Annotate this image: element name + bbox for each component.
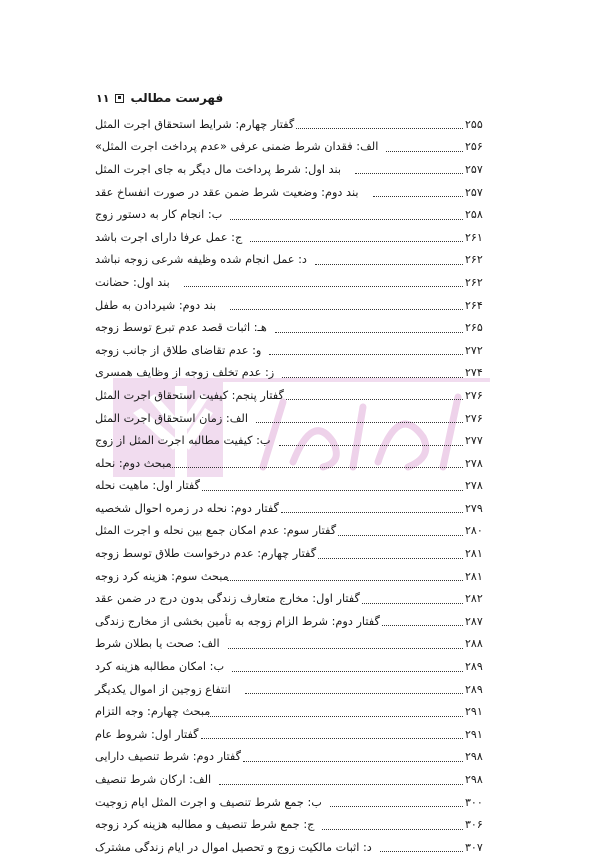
toc-entry[interactable]	[95, 587, 491, 610]
dot-leader	[281, 511, 463, 513]
dot-leader	[382, 624, 463, 626]
toc-entry-page: ۲۸۹	[465, 660, 483, 674]
toc-entry-page: ۳۰۷	[465, 840, 483, 854]
toc-entry-title: بند دوم: شیردادن به طفل	[95, 298, 217, 312]
toc-entry-title: الف: فقدان شرط ضمنی عرفی «عدم پرداخت اجرت المثل»	[95, 140, 379, 154]
dot-leader	[282, 376, 463, 378]
toc-entry-title: مبحث چهارم: وجه التزام	[95, 705, 211, 719]
toc-entry-page: ۲۹۸	[465, 773, 483, 787]
dot-leader	[318, 557, 463, 559]
toc-entry-page: ۲۷۷	[465, 434, 483, 448]
toc-entry-title: ب: کیفیت مطالبه اجرت المثل از زوج	[95, 434, 271, 448]
dot-leader	[232, 670, 463, 672]
toc-entry[interactable]	[95, 362, 491, 385]
toc-entry-title: گفتار اول: ماهیت نحله	[95, 479, 200, 493]
toc-entry-page: ۲۷۹	[465, 501, 483, 515]
toc-entry[interactable]	[95, 700, 491, 723]
toc-entry-page: ۲۹۱	[465, 705, 483, 719]
dot-leader	[256, 421, 463, 423]
toc-entry-page: ۲۸۹	[465, 682, 483, 696]
dot-leader	[355, 172, 463, 174]
toc-entry[interactable]	[95, 836, 491, 859]
toc-entry[interactable]	[95, 678, 491, 701]
toc-entry-page: ۲۸۱	[465, 547, 483, 561]
toc-entry[interactable]	[95, 768, 491, 791]
toc-entry-title: مبحث دوم: نحله	[95, 456, 172, 470]
toc-entry-title: گفتار دوم: شرط الزام زوجه به تأمین بخشی از مخارج زندگی	[95, 614, 380, 628]
toc-entry[interactable]	[95, 497, 491, 520]
toc-entry-page: ۲۸۲	[465, 592, 483, 606]
toc-entry[interactable]	[95, 384, 491, 407]
toc-entry-page: ۲۹۸	[465, 750, 483, 764]
dot-leader	[315, 263, 463, 265]
toc-entry-page: ۲۸۷	[465, 614, 483, 628]
toc-entry[interactable]	[95, 181, 491, 204]
toc-entry-title: الف: صحت یا بطلان شرط	[95, 637, 220, 651]
page-number: ۱۱	[96, 91, 110, 105]
toc-entry[interactable]	[95, 271, 491, 294]
toc-entry[interactable]	[95, 633, 491, 656]
toc-entry-page: ۲۸۸	[465, 637, 483, 651]
page-title: فهرست مطالب	[130, 91, 224, 105]
toc-entry[interactable]	[95, 249, 491, 272]
toc-entry[interactable]	[95, 520, 491, 543]
toc-entry-page: ۲۵۷	[465, 185, 483, 199]
toc-entry-title: د: عمل انجام شده وظیفه شرعی زوجه نباشد	[95, 253, 307, 267]
dot-leader	[338, 534, 463, 536]
toc-entry-title: ب: جمع شرط تنصیف و اجرت المثل ایام زوجیت	[95, 795, 322, 809]
toc-entry-page: ۲۷۲	[465, 343, 483, 357]
toc-entry-title: ز: عدم تخلف زوجه از وظایف همسری	[95, 366, 275, 380]
toc-entry-title: ج: جمع شرط تنصیف و مطالبه هزینه کرد زوجه	[95, 818, 315, 832]
toc-entry-page: ۲۵۷	[465, 162, 483, 176]
dot-leader	[184, 285, 463, 287]
toc-entry-page: ۲۵۶	[465, 140, 483, 154]
dot-leader	[250, 240, 463, 242]
toc-entry-title: الف: ارکان شرط تنصیف	[95, 773, 212, 787]
toc-entry[interactable]	[95, 407, 491, 430]
toc-entry[interactable]	[95, 339, 491, 362]
table-of-contents	[95, 113, 491, 859]
toc-entry[interactable]	[95, 429, 491, 452]
dot-leader	[230, 308, 463, 310]
toc-entry-title: بند دوم: وضعیت شرط ضمن عقد در صورت انفساخ عقد	[95, 185, 359, 199]
toc-entry-title: و: عدم تقاضای طلاق از جانب زوجه	[95, 343, 262, 357]
dot-leader	[386, 150, 463, 152]
toc-entry-title: بند اول: حضانت	[95, 275, 170, 289]
toc-entry-title: الف: زمان استحقاق اجرت المثل	[95, 411, 248, 425]
toc-entry-page: ۲۷۶	[465, 388, 483, 402]
toc-entry-title: گفتار پنجم: کیفیت استحقاق اجرت المثل	[95, 388, 284, 402]
dot-leader	[286, 398, 463, 400]
toc-entry-title: ج: عمل عرفا دارای اجرت باشد	[95, 230, 243, 244]
dot-leader	[230, 218, 463, 220]
dot-leader	[219, 783, 463, 785]
toc-entry-page: ۲۸۱	[465, 569, 483, 583]
toc-entry[interactable]	[95, 203, 491, 226]
dot-leader	[243, 760, 463, 762]
toc-entry-title: د: اثبات مالکیت زوج و تحصیل اموال در ایام زندگی مشترک	[95, 840, 372, 854]
toc-entry-title: گفتار سوم: عدم امکان جمع بین نحله و اجرت المثل	[95, 524, 337, 538]
dot-leader	[362, 602, 463, 604]
toc-entry-page: ۲۵۸	[465, 208, 483, 222]
book-square-icon	[115, 94, 124, 103]
toc-entry-title: گفتار اول: مخارج متعارف زندگی بدون درج در ضمن عقد	[95, 592, 360, 606]
toc-entry[interactable]	[95, 610, 491, 633]
toc-entry[interactable]	[95, 791, 491, 814]
page-header	[96, 88, 223, 108]
dot-leader	[296, 127, 463, 129]
toc-entry[interactable]	[95, 655, 491, 678]
toc-entry-page: ۲۸۰	[465, 524, 483, 538]
toc-entry[interactable]	[95, 113, 491, 136]
dot-leader	[373, 195, 463, 197]
dot-leader	[330, 805, 463, 807]
dot-leader	[201, 737, 463, 739]
dot-leader	[170, 466, 463, 468]
toc-entry-page: ۲۶۴	[465, 298, 483, 312]
dot-leader	[202, 489, 463, 491]
toc-entry-title: بند اول: شرط پرداخت مال دیگر به جای اجرت المثل	[95, 162, 342, 176]
toc-entry-page: ۲۷۶	[465, 411, 483, 425]
toc-entry-page: ۳۰۶	[465, 818, 483, 832]
toc-entry[interactable]	[95, 746, 491, 769]
toc-entry[interactable]	[95, 565, 491, 588]
toc-entry-page: ۲۷۴	[465, 366, 483, 380]
dot-leader	[227, 579, 463, 581]
dot-leader	[275, 331, 463, 333]
dot-leader	[245, 692, 463, 694]
toc-entry[interactable]	[95, 294, 491, 317]
dot-leader	[208, 715, 463, 717]
toc-entry-title: هـ: اثبات قصد عدم تبرع توسط زوجه	[95, 321, 267, 335]
toc-entry-page: ۲۷۸	[465, 479, 483, 493]
toc-entry[interactable]	[95, 542, 491, 565]
toc-entry[interactable]	[95, 813, 491, 836]
toc-entry[interactable]	[95, 723, 491, 746]
toc-entry-title: گفتار چهارم: شرایط استحقاق اجرت المثل	[95, 117, 295, 131]
toc-entry-page: ۲۶۵	[465, 321, 483, 335]
dot-leader	[228, 647, 463, 649]
dot-leader	[279, 444, 463, 446]
toc-entry-page: ۲۹۱	[465, 727, 483, 741]
toc-entry-title: گفتار اول: شروط عام	[95, 727, 199, 741]
toc-entry-title: گفتار چهارم: عدم درخواست طلاق توسط زوجه	[95, 547, 317, 561]
toc-entry[interactable]	[95, 316, 491, 339]
toc-entry-title: ب: امکان مطالبه هزینه کرد	[95, 660, 225, 674]
toc-entry-title: ب: انجام کار به دستور زوج	[95, 208, 223, 222]
toc-entry[interactable]	[95, 226, 491, 249]
toc-entry-page: ۳۰۰	[465, 795, 483, 809]
toc-entry[interactable]	[95, 136, 491, 159]
toc-entry-page: ۲۷۸	[465, 456, 483, 470]
toc-entry-title: گفتار دوم: نحله در زمره احوال شخصیه	[95, 501, 279, 515]
dot-leader	[322, 828, 463, 830]
toc-entry[interactable]	[95, 452, 491, 475]
toc-entry-title: انتفاع زوجین از اموال یکدیگر	[95, 682, 231, 696]
toc-entry-page: ۲۵۵	[465, 117, 483, 131]
toc-entry-page: ۲۶۲	[465, 275, 483, 289]
toc-entry-title: گفتار دوم: شرط تنصیف دارایی	[95, 750, 241, 764]
toc-entry-page: ۲۶۱	[465, 230, 483, 244]
dot-leader	[269, 353, 463, 355]
toc-entry[interactable]	[95, 475, 491, 498]
toc-entry-page: ۲۶۲	[465, 253, 483, 267]
toc-entry[interactable]	[95, 158, 491, 181]
toc-entry-title: مبحث سوم: هزینه کرد زوجه	[95, 569, 229, 583]
